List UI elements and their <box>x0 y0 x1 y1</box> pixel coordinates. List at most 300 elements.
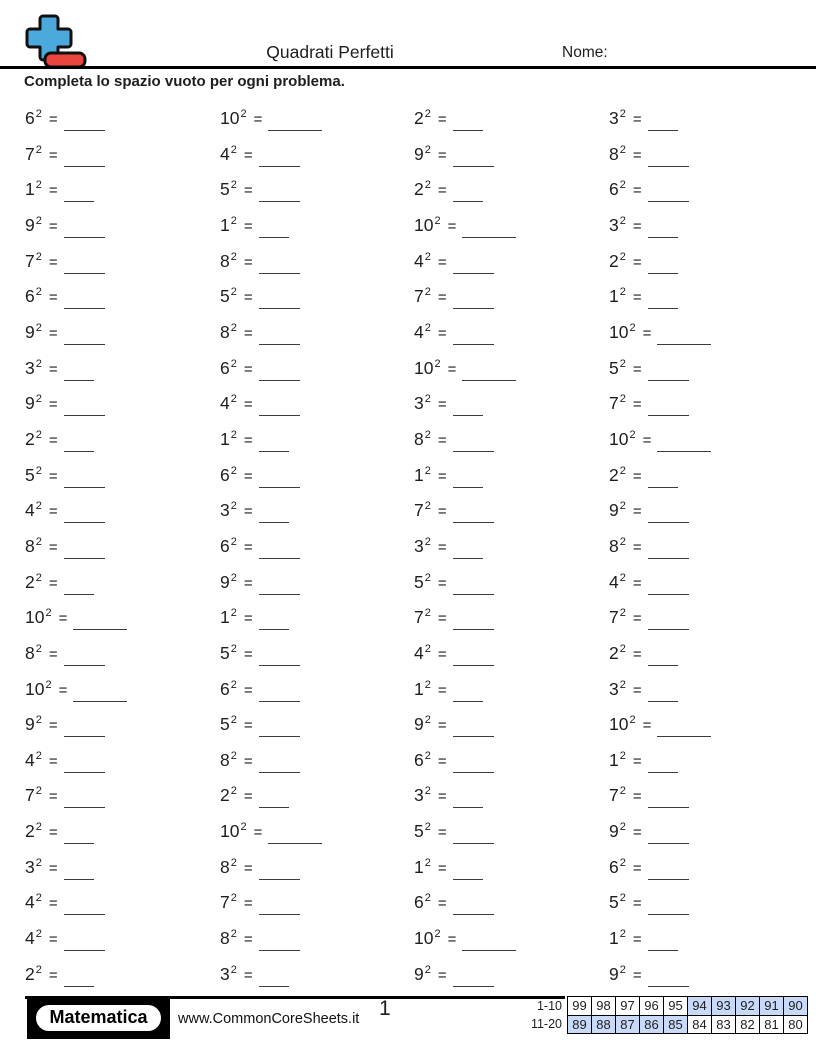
answer-blank[interactable] <box>64 984 94 987</box>
answer-blank[interactable] <box>259 627 289 630</box>
problem-exponent: 2 <box>629 321 636 334</box>
answer-blank[interactable] <box>64 520 105 523</box>
equals-sign: = <box>632 859 642 877</box>
answer-blank[interactable] <box>259 948 300 951</box>
problem-base: 10 <box>414 214 434 235</box>
answer-blank[interactable] <box>259 699 300 702</box>
problem-r7-c4 <box>609 316 797 352</box>
answer-blank[interactable] <box>453 592 494 595</box>
answer-blank[interactable] <box>453 699 483 702</box>
equals-sign: = <box>437 146 447 164</box>
equals-sign: = <box>243 289 253 307</box>
problem-exponent: 2 <box>619 500 626 513</box>
problem-r20-c2 <box>220 779 414 815</box>
equals-sign: = <box>48 645 58 663</box>
problem-exponent: 2 <box>434 928 441 941</box>
problem-base: 1 <box>414 678 424 699</box>
problem-exponent: 2 <box>424 785 431 798</box>
answer-blank[interactable] <box>648 841 689 844</box>
answer-blank[interactable] <box>453 128 483 131</box>
equals-sign: = <box>48 859 58 877</box>
equals-sign: = <box>243 752 253 770</box>
answer-blank[interactable] <box>648 378 689 381</box>
problem-exponent: 2 <box>619 785 626 798</box>
answer-blank[interactable] <box>64 164 105 167</box>
answer-blank[interactable] <box>453 271 494 274</box>
problem-r21-c2 <box>220 815 414 851</box>
answer-blank[interactable] <box>648 912 689 915</box>
answer-blank[interactable] <box>259 449 289 452</box>
problem-r13-c3 <box>414 530 609 566</box>
answer-blank[interactable] <box>64 413 105 416</box>
problem-r15-c1 <box>25 601 220 637</box>
problem-base: 4 <box>220 143 230 164</box>
problem-r16-c3 <box>414 637 609 673</box>
problem-exponent: 2 <box>45 678 52 691</box>
equals-sign: = <box>48 217 58 235</box>
answer-blank[interactable] <box>259 663 300 666</box>
problem-base: 1 <box>414 856 424 877</box>
problem-r21-c3 <box>414 815 609 851</box>
problem-base: 3 <box>414 785 424 806</box>
answer-blank[interactable] <box>453 164 494 167</box>
problem-r9-c2 <box>220 387 414 423</box>
problem-base: 10 <box>25 678 45 699</box>
answer-blank[interactable] <box>453 520 494 523</box>
problem-base: 8 <box>25 642 35 663</box>
problem-base: 6 <box>25 286 35 307</box>
problem-r25-c4 <box>609 958 797 994</box>
equals-sign: = <box>437 182 447 200</box>
problem-base: 2 <box>25 428 35 449</box>
problem-base: 5 <box>220 642 230 663</box>
equals-sign: = <box>632 752 642 770</box>
problem-exponent: 2 <box>35 892 42 905</box>
equals-sign: = <box>48 182 58 200</box>
problem-exponent: 2 <box>230 535 237 548</box>
equals-sign: = <box>632 253 642 271</box>
answer-blank[interactable] <box>268 128 322 131</box>
problem-exponent: 2 <box>629 714 636 727</box>
problem-base: 7 <box>25 143 35 164</box>
equals-sign: = <box>632 182 642 200</box>
problem-r14-c1 <box>25 566 220 602</box>
problem-exponent: 2 <box>619 928 626 941</box>
problem-r13-c4 <box>609 530 797 566</box>
problem-base: 1 <box>609 928 619 949</box>
score-cell: 85 <box>664 1015 688 1034</box>
equals-sign: = <box>48 360 58 378</box>
answer-blank[interactable] <box>462 378 516 381</box>
answer-blank[interactable] <box>648 663 678 666</box>
answer-blank[interactable] <box>64 199 94 202</box>
problem-r2-c3 <box>414 138 609 174</box>
answer-blank[interactable] <box>259 271 300 274</box>
answer-blank[interactable] <box>259 235 289 238</box>
equals-sign: = <box>243 931 253 949</box>
problem-exponent: 2 <box>35 785 42 798</box>
answer-blank[interactable] <box>657 449 711 452</box>
answer-blank[interactable] <box>268 841 322 844</box>
problem-base: 8 <box>220 928 230 949</box>
problem-exponent: 2 <box>35 500 42 513</box>
problem-exponent: 2 <box>629 428 636 441</box>
answer-blank[interactable] <box>64 378 94 381</box>
problem-base: 9 <box>220 571 230 592</box>
answer-blank[interactable] <box>648 556 689 559</box>
problem-r4-c4 <box>609 209 797 245</box>
equals-sign: = <box>632 146 642 164</box>
problem-r7-c3 <box>414 316 609 352</box>
problem-exponent: 2 <box>424 321 431 334</box>
answer-blank[interactable] <box>64 128 105 131</box>
problem-exponent: 2 <box>230 714 237 727</box>
equals-sign: = <box>447 217 457 235</box>
problem-exponent: 2 <box>240 108 247 120</box>
score-cell: 84 <box>688 1015 712 1034</box>
problem-r22-c2 <box>220 851 414 887</box>
problem-exponent: 2 <box>424 286 431 299</box>
answer-blank[interactable] <box>64 342 105 345</box>
answer-blank[interactable] <box>453 734 494 737</box>
answer-blank[interactable] <box>648 592 689 595</box>
problem-base: 8 <box>414 428 424 449</box>
answer-blank[interactable] <box>453 663 494 666</box>
problem-base: 6 <box>25 108 35 128</box>
equals-sign: = <box>632 895 642 913</box>
problem-base: 2 <box>25 821 35 842</box>
problem-base: 9 <box>609 963 619 984</box>
answer-blank[interactable] <box>64 271 105 274</box>
problem-exponent: 2 <box>230 286 237 299</box>
equals-sign: = <box>48 717 58 735</box>
problem-r17-c4 <box>609 673 797 709</box>
problem-r2-c2 <box>220 138 414 174</box>
problem-base: 6 <box>414 892 424 913</box>
answer-blank[interactable] <box>657 734 711 737</box>
equals-sign: = <box>437 467 447 485</box>
equals-sign: = <box>437 503 447 521</box>
subject-badge <box>27 997 170 1039</box>
answer-blank[interactable] <box>259 984 289 987</box>
problem-r1-c4 <box>609 102 797 138</box>
score-table <box>504 996 808 1034</box>
problem-base: 8 <box>220 321 230 342</box>
answer-blank[interactable] <box>64 841 94 844</box>
answer-blank[interactable] <box>64 805 105 808</box>
equals-sign: = <box>48 503 58 521</box>
problem-base: 9 <box>25 321 35 342</box>
problem-exponent: 2 <box>35 428 42 441</box>
problem-exponent: 2 <box>35 535 42 548</box>
answer-blank[interactable] <box>648 699 678 702</box>
problem-r6-c4 <box>609 280 797 316</box>
answer-blank[interactable] <box>648 984 689 987</box>
equals-sign: = <box>243 610 253 628</box>
score-cell: 81 <box>760 1015 784 1034</box>
score-cell: 96 <box>640 997 664 1016</box>
equals-sign: = <box>48 111 58 128</box>
problem-base: 8 <box>220 250 230 271</box>
problem-base: 7 <box>414 500 424 521</box>
problem-base: 9 <box>25 714 35 735</box>
problem-r14-c2 <box>220 566 414 602</box>
score-cell: 88 <box>592 1015 616 1034</box>
problem-r21-c4 <box>609 815 797 851</box>
answer-blank[interactable] <box>259 413 300 416</box>
problem-r6-c2 <box>220 280 414 316</box>
score-cell: 80 <box>784 1015 808 1034</box>
answer-blank[interactable] <box>648 413 689 416</box>
problem-base: 2 <box>609 642 619 663</box>
problem-r4-c3 <box>414 209 609 245</box>
equals-sign: = <box>243 574 253 592</box>
problem-exponent: 2 <box>230 892 237 905</box>
problem-r14-c3 <box>414 566 609 602</box>
problem-base: 8 <box>25 535 35 556</box>
equals-sign: = <box>58 610 68 628</box>
answer-blank[interactable] <box>259 770 300 773</box>
problem-exponent: 2 <box>35 393 42 406</box>
answer-blank[interactable] <box>453 342 494 345</box>
equals-sign: = <box>253 824 263 842</box>
problem-exponent: 2 <box>35 357 42 370</box>
answer-blank[interactable] <box>64 912 105 915</box>
answer-blank[interactable] <box>259 556 300 559</box>
answer-blank[interactable] <box>648 306 678 309</box>
equals-sign: = <box>632 396 642 414</box>
problem-base: 7 <box>25 250 35 271</box>
problem-r7-c1 <box>25 316 220 352</box>
equals-sign: = <box>642 717 652 735</box>
answer-blank[interactable] <box>648 627 689 630</box>
answer-blank[interactable] <box>453 413 483 416</box>
problem-exponent: 2 <box>35 642 42 655</box>
problem-base: 4 <box>25 749 35 770</box>
problem-r5-c3 <box>414 245 609 281</box>
answer-blank[interactable] <box>64 948 105 951</box>
answer-blank[interactable] <box>648 199 689 202</box>
equals-sign: = <box>243 253 253 271</box>
answer-blank[interactable] <box>259 342 300 345</box>
answer-blank[interactable] <box>64 592 94 595</box>
problem-r18-c4 <box>609 708 797 744</box>
problem-exponent: 2 <box>424 143 431 156</box>
problem-base: 4 <box>609 571 619 592</box>
equals-sign: = <box>243 217 253 235</box>
equals-sign: = <box>437 824 447 842</box>
problem-r16-c2 <box>220 637 414 673</box>
answer-blank[interactable] <box>64 485 105 488</box>
score-cell: 89 <box>568 1015 592 1034</box>
problem-r23-c3 <box>414 886 609 922</box>
equals-sign: = <box>48 966 58 984</box>
problem-r3-c2 <box>220 173 414 209</box>
problem-r12-c1 <box>25 494 220 530</box>
problem-exponent: 2 <box>424 963 431 976</box>
problem-r11-c4 <box>609 459 797 495</box>
equals-sign: = <box>437 752 447 770</box>
equals-sign: = <box>447 931 457 949</box>
instructions: Completa lo spazio vuoto per ogni problema. <box>24 73 345 90</box>
problem-r10-c3 <box>414 423 609 459</box>
answer-blank[interactable] <box>64 734 105 737</box>
problem-base: 2 <box>414 179 424 200</box>
problem-exponent: 2 <box>230 393 237 406</box>
problem-base: 8 <box>220 856 230 877</box>
problem-base: 4 <box>220 393 230 414</box>
problem-r8-c3 <box>414 352 609 388</box>
answer-blank[interactable] <box>64 770 105 773</box>
equals-sign: = <box>437 111 447 128</box>
answer-blank[interactable] <box>648 164 689 167</box>
problem-r10-c4 <box>609 423 797 459</box>
problem-base: 10 <box>220 821 240 842</box>
answer-blank[interactable] <box>648 948 678 951</box>
answer-blank[interactable] <box>648 235 678 238</box>
problem-exponent: 2 <box>230 321 237 334</box>
problem-base: 9 <box>414 143 424 164</box>
problem-exponent: 2 <box>35 928 42 941</box>
problem-base: 4 <box>414 250 424 271</box>
answer-blank[interactable] <box>259 877 300 880</box>
answer-blank[interactable] <box>259 520 289 523</box>
problem-base: 6 <box>609 856 619 877</box>
problem-r14-c4 <box>609 566 797 602</box>
problem-base: 7 <box>220 892 230 913</box>
problem-exponent: 2 <box>230 749 237 762</box>
answer-blank[interactable] <box>259 199 300 202</box>
answer-blank[interactable] <box>259 912 300 915</box>
answer-blank[interactable] <box>64 556 105 559</box>
equals-sign: = <box>243 324 253 342</box>
answer-blank[interactable] <box>64 663 105 666</box>
answer-blank[interactable] <box>453 984 494 987</box>
equals-sign: = <box>48 431 58 449</box>
equals-sign: = <box>48 895 58 913</box>
problem-base: 5 <box>414 821 424 842</box>
problem-r25-c1 <box>25 958 220 994</box>
problem-exponent: 2 <box>424 464 431 477</box>
equals-sign: = <box>632 217 642 235</box>
answer-blank[interactable] <box>64 306 105 309</box>
problem-exponent: 2 <box>424 250 431 263</box>
problem-r20-c1 <box>25 779 220 815</box>
answer-blank[interactable] <box>648 128 678 131</box>
problem-exponent: 2 <box>619 571 626 584</box>
answer-blank[interactable] <box>648 770 678 773</box>
answer-blank[interactable] <box>453 841 494 844</box>
answer-blank[interactable] <box>259 164 300 167</box>
equals-sign: = <box>642 431 652 449</box>
equals-sign: = <box>632 645 642 663</box>
answer-blank[interactable] <box>453 912 494 915</box>
problem-exponent: 2 <box>619 214 626 227</box>
answer-blank[interactable] <box>462 948 516 951</box>
problem-exponent: 2 <box>424 428 431 441</box>
problem-r16-c4 <box>609 637 797 673</box>
problem-r24-c2 <box>220 922 414 958</box>
answer-blank[interactable] <box>259 378 300 381</box>
answer-blank[interactable] <box>648 271 678 274</box>
problem-exponent: 2 <box>230 642 237 655</box>
problem-r24-c4 <box>609 922 797 958</box>
answer-blank[interactable] <box>259 485 300 488</box>
answer-blank[interactable] <box>453 449 494 452</box>
answer-blank[interactable] <box>259 734 300 737</box>
problem-exponent: 2 <box>35 214 42 227</box>
answer-blank[interactable] <box>453 199 483 202</box>
answer-blank[interactable] <box>64 235 105 238</box>
answer-blank[interactable] <box>453 485 483 488</box>
problem-r6-c3 <box>414 280 609 316</box>
answer-blank[interactable] <box>259 805 289 808</box>
problem-r7-c2 <box>220 316 414 352</box>
equals-sign: = <box>48 396 58 414</box>
equals-sign: = <box>632 111 642 128</box>
problem-base: 9 <box>609 500 619 521</box>
problem-base: 10 <box>414 928 434 949</box>
problem-base: 9 <box>414 714 424 735</box>
problem-r12-c2 <box>220 494 414 530</box>
problem-base: 8 <box>220 749 230 770</box>
website-link[interactable]: www.CommonCoreSheets.it <box>178 1011 360 1027</box>
answer-blank[interactable] <box>453 770 494 773</box>
problem-r25-c2 <box>220 958 414 994</box>
problem-exponent: 2 <box>434 214 441 227</box>
answer-blank[interactable] <box>73 699 127 702</box>
problem-exponent: 2 <box>35 856 42 869</box>
problem-exponent: 2 <box>619 892 626 905</box>
answer-blank[interactable] <box>453 627 494 630</box>
equals-sign: = <box>632 824 642 842</box>
answer-blank[interactable] <box>453 306 494 309</box>
answer-blank[interactable] <box>462 235 516 238</box>
answer-blank[interactable] <box>648 520 689 523</box>
answer-blank[interactable] <box>657 342 711 345</box>
answer-blank[interactable] <box>73 627 127 630</box>
problem-base: 7 <box>609 785 619 806</box>
problem-base: 1 <box>220 428 230 449</box>
answer-blank[interactable] <box>648 877 689 880</box>
equals-sign: = <box>632 681 642 699</box>
equals-sign: = <box>632 574 642 592</box>
equals-sign: = <box>447 360 457 378</box>
answer-blank[interactable] <box>259 306 300 309</box>
answer-blank[interactable] <box>453 556 483 559</box>
problem-r9-c4 <box>609 387 797 423</box>
problem-exponent: 2 <box>240 821 247 834</box>
problem-r20-c4 <box>609 779 797 815</box>
answer-blank[interactable] <box>64 449 94 452</box>
score-cell: 97 <box>616 997 640 1016</box>
answer-blank[interactable] <box>64 877 94 880</box>
answer-blank[interactable] <box>453 805 483 808</box>
answer-blank[interactable] <box>453 877 483 880</box>
name-label: Nome: <box>562 44 608 61</box>
problem-r21-c1 <box>25 815 220 851</box>
answer-blank[interactable] <box>648 805 689 808</box>
header-rule <box>0 66 816 69</box>
equals-sign: = <box>243 645 253 663</box>
problem-base: 5 <box>609 892 619 913</box>
problem-exponent: 2 <box>230 250 237 263</box>
answer-blank[interactable] <box>648 485 678 488</box>
problem-base: 8 <box>609 535 619 556</box>
answer-blank[interactable] <box>259 592 300 595</box>
problem-exponent: 2 <box>619 108 626 120</box>
problem-base: 7 <box>609 607 619 628</box>
